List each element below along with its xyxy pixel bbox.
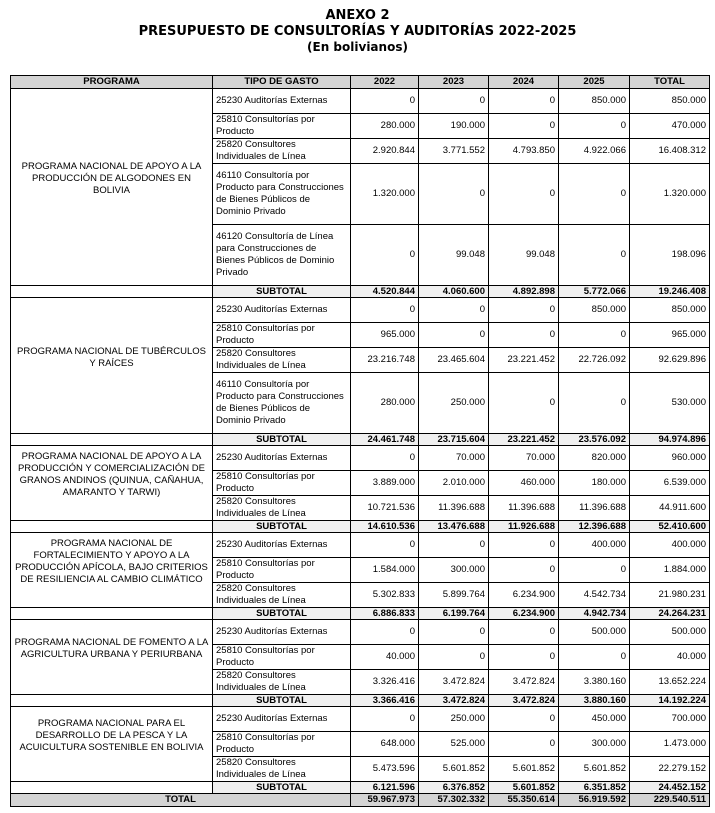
table-row: [11, 298, 710, 323]
program-name: PROGRAMA NACIONAL PARA EL DESARROLLO DE LA PESCA Y LA ACUICULTURA SOSTENIBLE EN BOLIVIA: [19, 718, 204, 753]
program-name: PROGRAMA NACIONAL DE APOYO A LA PRODUCCIÓN DE ALGODONES EN BOLIVIA: [21, 161, 202, 196]
grand-total-2022: 59.967.973: [351, 794, 419, 807]
amount-2024: 0: [489, 323, 559, 348]
amount-total: 965.000: [630, 323, 710, 348]
amount-2024: 0: [489, 707, 559, 732]
amount-2023: 3.771.552: [419, 139, 489, 164]
amount-total: 16.408.312: [630, 139, 710, 164]
amount-2022: 0: [351, 620, 419, 645]
amount-2025: 0: [559, 645, 630, 670]
amount-2023: 0: [419, 645, 489, 670]
subtotal-total: 52.410.600: [630, 521, 710, 533]
amount-total: 850.000: [630, 298, 710, 323]
amount-2023: 190.000: [419, 114, 489, 139]
amount-2022: 0: [351, 707, 419, 732]
amount-total: 6.539.000: [630, 471, 710, 496]
document-subtitle: (En bolivianos): [307, 40, 408, 54]
amount-2022: 280.000: [351, 373, 419, 434]
subtotal-2023: 6.199.764: [419, 608, 489, 620]
column-header-2024: 2024: [489, 76, 559, 89]
subtotal-row: [11, 782, 710, 794]
expense-type: 25230 Auditorías Externas: [213, 446, 351, 471]
amount-2022: 40.000: [351, 645, 419, 670]
column-header-2025: 2025: [559, 76, 630, 89]
amount-2025: 300.000: [559, 732, 630, 757]
program-name-cell: [11, 707, 213, 782]
subtotal-2025: 3.880.160: [559, 695, 630, 707]
program-blank-cell: [11, 695, 213, 707]
expense-type: 46110 Consultoría por Producto para Construcciones de Bienes Públicos de Dominio Privado: [213, 373, 351, 434]
amount-2025: 0: [559, 558, 630, 583]
amount-total: 92.629.896: [630, 348, 710, 373]
expense-type: 25820 Consultores Individuales de Línea: [213, 670, 351, 695]
amount-total: 530.000: [630, 373, 710, 434]
subtotal-2022: 6.121.596: [351, 782, 419, 794]
amount-2022: 5.473.596: [351, 757, 419, 782]
expense-type: 25820 Consultores Individuales de Línea: [213, 757, 351, 782]
amount-2025: 400.000: [559, 533, 630, 558]
amount-2025: 0: [559, 323, 630, 348]
grand-total-total: 229.540.511: [630, 794, 710, 807]
column-header-tipo-de-gasto: TIPO DE GASTO: [213, 76, 351, 89]
subtotal-row: [11, 521, 710, 533]
column-header-2023: 2023: [419, 76, 489, 89]
amount-2022: 3.889.000: [351, 471, 419, 496]
subtotal-row: [11, 608, 710, 620]
table-body: [11, 89, 710, 807]
expense-type: 25810 Consultorías por Producto: [213, 323, 351, 348]
amount-2024: 0: [489, 373, 559, 434]
expense-type: 46110 Consultoría por Producto para Construcciones de Bienes Públicos de Dominio Privado: [213, 164, 351, 225]
amount-total: 44.911.600: [630, 496, 710, 521]
amount-total: 1.884.000: [630, 558, 710, 583]
program-blank-cell: [11, 608, 213, 620]
grand-total-2024: 55.350.614: [489, 794, 559, 807]
expense-type: 25820 Consultores Individuales de Línea: [213, 139, 351, 164]
subtotal-2025: 4.942.734: [559, 608, 630, 620]
amount-2024: 0: [489, 558, 559, 583]
amount-2024: 0: [489, 298, 559, 323]
amount-2024: 6.234.900: [489, 583, 559, 608]
column-header-2022: 2022: [351, 76, 419, 89]
subtotal-total: 19.246.408: [630, 286, 710, 298]
annex-label: ANEXO 2: [325, 8, 390, 23]
amount-2023: 525.000: [419, 732, 489, 757]
program-blank-cell: [11, 782, 213, 794]
subtotal-row: [11, 286, 710, 298]
program-name: PROGRAMA NACIONAL DE FOMENTO A LA AGRICULTURA URBANA Y PERIURBANA: [14, 637, 209, 660]
amount-2024: 4.793.850: [489, 139, 559, 164]
expense-type: 25820 Consultores Individuales de Línea: [213, 583, 351, 608]
amount-2022: 23.216.748: [351, 348, 419, 373]
program-name: PROGRAMA NACIONAL DE FORTALECIMIENTO Y APOYO A LA PRODUCCIÓN APÍCOLA, BAJO CRITERIOS DE RESILIENCIA AL CAMBIO CLIMÁTICO: [15, 538, 208, 585]
amount-2022: 0: [351, 533, 419, 558]
amount-2023: 0: [419, 323, 489, 348]
subtotal-total: 24.452.152: [630, 782, 710, 794]
subtotal-label: SUBTOTAL: [213, 521, 351, 533]
amount-2024: 99.048: [489, 225, 559, 286]
amount-2025: 820.000: [559, 446, 630, 471]
amount-total: 400.000: [630, 533, 710, 558]
amount-2024: 5.601.852: [489, 757, 559, 782]
table-row: [11, 446, 710, 471]
amount-2025: 0: [559, 114, 630, 139]
subtotal-total: 24.264.231: [630, 608, 710, 620]
amount-2024: 0: [489, 164, 559, 225]
expense-type: 25810 Consultorías por Producto: [213, 732, 351, 757]
amount-total: 700.000: [630, 707, 710, 732]
amount-2023: 0: [419, 164, 489, 225]
subtotal-2025: 12.396.688: [559, 521, 630, 533]
amount-2023: 3.472.824: [419, 670, 489, 695]
amount-2022: 1.320.000: [351, 164, 419, 225]
amount-2023: 5.601.852: [419, 757, 489, 782]
amount-total: 850.000: [630, 89, 710, 114]
amount-2024: 460.000: [489, 471, 559, 496]
amount-2023: 250.000: [419, 373, 489, 434]
amount-2022: 5.302.833: [351, 583, 419, 608]
amount-2023: 300.000: [419, 558, 489, 583]
subtotal-label: SUBTOTAL: [213, 695, 351, 707]
table-row: [11, 707, 710, 732]
program-name-cell: [11, 446, 213, 521]
amount-2023: 23.465.604: [419, 348, 489, 373]
program-name-cell: [11, 533, 213, 608]
amount-total: 1.473.000: [630, 732, 710, 757]
program-name-cell: [11, 89, 213, 286]
amount-total: 470.000: [630, 114, 710, 139]
amount-2025: 22.726.092: [559, 348, 630, 373]
subtotal-2024: 6.234.900: [489, 608, 559, 620]
subtotal-label: SUBTOTAL: [213, 608, 351, 620]
amount-total: 13.652.224: [630, 670, 710, 695]
subtotal-total: 14.192.224: [630, 695, 710, 707]
expense-type: 25810 Consultorías por Producto: [213, 645, 351, 670]
amount-2025: 850.000: [559, 298, 630, 323]
subtotal-2023: 4.060.600: [419, 286, 489, 298]
amount-2022: 10.721.536: [351, 496, 419, 521]
amount-2022: 648.000: [351, 732, 419, 757]
expense-type: 25810 Consultorías por Producto: [213, 114, 351, 139]
amount-2025: 4.542.734: [559, 583, 630, 608]
amount-2025: 180.000: [559, 471, 630, 496]
amount-total: 500.000: [630, 620, 710, 645]
amount-2023: 0: [419, 89, 489, 114]
subtotal-label: SUBTOTAL: [213, 286, 351, 298]
subtotal-2022: 6.886.833: [351, 608, 419, 620]
document-header: [0, 8, 715, 55]
amount-2022: 965.000: [351, 323, 419, 348]
amount-total: 21.980.231: [630, 583, 710, 608]
program-blank-cell: [11, 286, 213, 298]
amount-2022: 280.000: [351, 114, 419, 139]
program-name-cell: [11, 620, 213, 695]
amount-2025: 450.000: [559, 707, 630, 732]
subtotal-label: SUBTOTAL: [213, 434, 351, 446]
amount-2023: 0: [419, 298, 489, 323]
expense-type: 25230 Auditorías Externas: [213, 89, 351, 114]
amount-2023: 70.000: [419, 446, 489, 471]
amount-2023: 250.000: [419, 707, 489, 732]
amount-2024: 0: [489, 620, 559, 645]
amount-2025: 5.601.852: [559, 757, 630, 782]
amount-2024: 0: [489, 89, 559, 114]
amount-total: 198.096: [630, 225, 710, 286]
subtotal-2025: 6.351.852: [559, 782, 630, 794]
amount-2023: 2.010.000: [419, 471, 489, 496]
amount-total: 22.279.152: [630, 757, 710, 782]
expense-type: 46120 Consultoría de Línea para Construcciones de Bienes Públicos de Dominio Privado: [213, 225, 351, 286]
subtotal-2023: 13.476.688: [419, 521, 489, 533]
amount-2025: 500.000: [559, 620, 630, 645]
amount-2023: 0: [419, 533, 489, 558]
subtotal-2023: 3.472.824: [419, 695, 489, 707]
amount-2025: 0: [559, 373, 630, 434]
amount-2024: 11.396.688: [489, 496, 559, 521]
subtotal-2024: 3.472.824: [489, 695, 559, 707]
expense-type: 25230 Auditorías Externas: [213, 620, 351, 645]
amount-2025: 850.000: [559, 89, 630, 114]
expense-type: 25230 Auditorías Externas: [213, 533, 351, 558]
subtotal-2022: 14.610.536: [351, 521, 419, 533]
grand-total-2023: 57.302.332: [419, 794, 489, 807]
amount-2024: 0: [489, 732, 559, 757]
expense-type: 25810 Consultorías por Producto: [213, 471, 351, 496]
column-header-total: TOTAL: [630, 76, 710, 89]
document-title: PRESUPUESTO DE CONSULTORÍAS Y AUDITORÍAS 2022-2025: [138, 24, 577, 39]
subtotal-label: SUBTOTAL: [213, 782, 351, 794]
amount-2023: 11.396.688: [419, 496, 489, 521]
table-header-row: [11, 76, 710, 89]
amount-2022: 0: [351, 298, 419, 323]
subtotal-row: [11, 434, 710, 446]
program-blank-cell: [11, 521, 213, 533]
amount-2023: 99.048: [419, 225, 489, 286]
subtotal-total: 94.974.896: [630, 434, 710, 446]
expense-type: 25820 Consultores Individuales de Línea: [213, 496, 351, 521]
program-name-cell: [11, 298, 213, 434]
amount-2023: 5.899.764: [419, 583, 489, 608]
subtotal-2023: 6.376.852: [419, 782, 489, 794]
amount-2024: 0: [489, 645, 559, 670]
subtotal-2023: 23.715.604: [419, 434, 489, 446]
expense-type: 25810 Consultorías por Producto: [213, 558, 351, 583]
amount-2025: 3.380.160: [559, 670, 630, 695]
subtotal-2024: 4.892.898: [489, 286, 559, 298]
subtotal-2022: 3.366.416: [351, 695, 419, 707]
amount-2025: 11.396.688: [559, 496, 630, 521]
expense-type: 25230 Auditorías Externas: [213, 707, 351, 732]
amount-2022: 1.584.000: [351, 558, 419, 583]
amount-2023: 0: [419, 620, 489, 645]
subtotal-2022: 24.461.748: [351, 434, 419, 446]
amount-2025: 0: [559, 225, 630, 286]
subtotal-2024: 23.221.452: [489, 434, 559, 446]
grand-total-row: [11, 794, 710, 807]
amount-2024: 23.221.452: [489, 348, 559, 373]
amount-2024: 3.472.824: [489, 670, 559, 695]
amount-2024: 0: [489, 533, 559, 558]
program-name: PROGRAMA NACIONAL DE TUBÉRCULOS Y RAÍCES: [17, 345, 206, 369]
subtotal-2025: 23.576.092: [559, 434, 630, 446]
amount-2022: 0: [351, 225, 419, 286]
table-row: [11, 89, 710, 114]
amount-total: 1.320.000: [630, 164, 710, 225]
amount-total: 960.000: [630, 446, 710, 471]
amount-2022: 3.326.416: [351, 670, 419, 695]
grand-total-2025: 56.919.592: [559, 794, 630, 807]
expense-type: 25820 Consultores Individuales de Línea: [213, 348, 351, 373]
amount-2024: 0: [489, 114, 559, 139]
column-header-programa: PROGRAMA: [11, 76, 213, 89]
amount-2024: 70.000: [489, 446, 559, 471]
amount-2025: 0: [559, 164, 630, 225]
subtotal-2025: 5.772.066: [559, 286, 630, 298]
amount-2022: 2.920.844: [351, 139, 419, 164]
table-row: [11, 620, 710, 645]
subtotal-2022: 4.520.844: [351, 286, 419, 298]
amount-total: 40.000: [630, 645, 710, 670]
expense-type: 25230 Auditorías Externas: [213, 298, 351, 323]
budget-table: [10, 75, 710, 807]
amount-2025: 4.922.066: [559, 139, 630, 164]
subtotal-row: [11, 695, 710, 707]
program-blank-cell: [11, 434, 213, 446]
amount-2022: 0: [351, 446, 419, 471]
amount-2022: 0: [351, 89, 419, 114]
subtotal-2024: 11.926.688: [489, 521, 559, 533]
subtotal-2024: 5.601.852: [489, 782, 559, 794]
table-row: [11, 533, 710, 558]
program-name: PROGRAMA NACIONAL DE APOYO A LA PRODUCCIÓN Y COMERCIALIZACIÓN DE GRANOS ANDINOS (QUINUA, CAÑAHUA, AMARANTO Y TARWI): [17, 451, 206, 498]
grand-total-label: TOTAL: [11, 794, 351, 807]
